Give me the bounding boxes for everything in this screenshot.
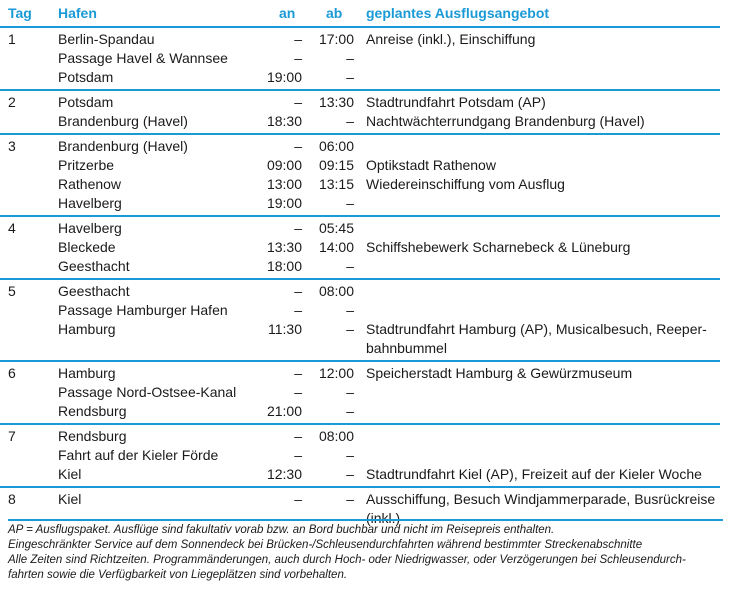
header-an: an — [279, 5, 296, 21]
departure-time: – — [346, 403, 354, 419]
arrival-time: 09:00 — [266, 157, 302, 173]
day-number: 6 — [8, 365, 16, 381]
table-row — [0, 282, 720, 301]
excursion-offer: Wiedereinschiffung vom Ausflug — [366, 176, 565, 192]
header-tag: Tag — [8, 5, 32, 21]
port-name: Passage Hamburger Hafen — [58, 302, 228, 318]
excursion-offer: Nachtwächterrundgang Brandenburg (Havel) — [366, 113, 645, 129]
port-name: Passage Nord-Ostsee-Kanal — [58, 384, 237, 400]
table-row — [0, 427, 720, 446]
departure-time: 12:00 — [318, 365, 354, 381]
port-name: Hamburg — [58, 365, 116, 381]
footnote: AP = Ausflugspaket. Ausflüge sind fakultativ vorab bzw. an Bord buchbar und nicht im Reisepreis enthalten. — [8, 524, 555, 536]
table-body — [0, 26, 720, 530]
day-group — [0, 278, 720, 360]
departure-time: – — [346, 491, 354, 507]
port-name: Bleckede — [58, 239, 116, 255]
departure-time: 13:15 — [318, 176, 354, 192]
arrival-time: – — [294, 428, 302, 444]
table-row — [0, 112, 720, 131]
arrival-time: 19:00 — [266, 195, 302, 211]
arrival-time: – — [294, 302, 302, 318]
excursion-offer: (inkl.) — [366, 510, 401, 526]
port-name: Pritzerbe — [58, 157, 115, 173]
table-row — [0, 320, 720, 339]
departure-time: – — [346, 466, 354, 482]
excursion-offer: Anreise (inkl.), Einschiffung — [366, 31, 536, 47]
arrival-time: – — [294, 50, 302, 66]
port-name: Brandenburg (Havel) — [58, 113, 188, 129]
table-row — [0, 93, 720, 112]
table-row — [0, 137, 720, 156]
departure-time: – — [346, 195, 354, 211]
day-number: 2 — [8, 94, 16, 110]
day-number: 8 — [8, 491, 16, 507]
departure-time: – — [346, 321, 354, 337]
table-row — [0, 219, 720, 238]
port-name: Havelberg — [58, 220, 122, 236]
day-number: 4 — [8, 220, 16, 236]
table-row — [0, 364, 720, 383]
arrival-time: 18:30 — [266, 113, 302, 129]
port-name: Kiel — [58, 491, 82, 507]
arrival-time: – — [294, 365, 302, 381]
day-number: 3 — [8, 138, 16, 154]
port-name: Fahrt auf der Kieler Förde — [58, 447, 219, 463]
departure-time: – — [346, 258, 354, 274]
day-group — [0, 423, 720, 486]
arrival-time: – — [294, 138, 302, 154]
table-row — [0, 49, 720, 68]
port-name: Geesthacht — [58, 283, 130, 299]
table-row — [0, 238, 720, 257]
footnote: Alle Zeiten sind Richtzeiten. Programmänderungen, auch durch Hoch- oder Niedrigwasser, oder Verzögerungen bei Schleusendurch- — [8, 554, 686, 566]
excursion-offer: Schiffshebewerk Scharnebeck & Lüneburg — [366, 239, 631, 255]
port-name: Brandenburg (Havel) — [58, 138, 188, 154]
day-number: 7 — [8, 428, 16, 444]
table-row — [0, 402, 720, 421]
port-name: Havelberg — [58, 195, 122, 211]
table-header — [0, 0, 720, 26]
arrival-time: – — [294, 283, 302, 299]
arrival-time: 11:30 — [268, 321, 302, 337]
port-name: Rendsburg — [58, 403, 127, 419]
table-row — [0, 68, 720, 87]
port-name: Rathenow — [58, 176, 122, 192]
excursion-offer: Stadtrundfahrt Hamburg (AP), Musicalbesuch, Reeper- — [366, 321, 707, 337]
table-row — [0, 446, 720, 465]
table-row — [0, 175, 720, 194]
excursion-offer: Optikstadt Rathenow — [366, 157, 496, 173]
departure-time: – — [346, 302, 354, 318]
departure-time: 17:00 — [318, 31, 354, 47]
arrival-time: 18:00 — [266, 258, 302, 274]
arrival-time: – — [294, 491, 302, 507]
departure-time: 13:30 — [318, 94, 354, 110]
departure-time: 05:45 — [318, 220, 354, 236]
departure-time: 09:15 — [318, 157, 354, 173]
day-group — [0, 360, 720, 423]
departure-time: 08:00 — [318, 283, 354, 299]
excursion-offer: bahnbummel — [366, 340, 447, 356]
day-number: 5 — [8, 283, 16, 299]
table-row — [0, 339, 720, 358]
excursion-offer: Stadtrundfahrt Potsdam (AP) — [366, 94, 546, 110]
port-name: Rendsburg — [58, 428, 127, 444]
port-name: Potsdam — [58, 94, 114, 110]
day-number: 1 — [8, 31, 16, 47]
excursion-offer: Speicherstadt Hamburg & Gewürzmuseum — [366, 365, 633, 381]
footnotes — [8, 519, 723, 583]
arrival-time: – — [294, 94, 302, 110]
arrival-time: 12:30 — [266, 466, 302, 482]
departure-time: – — [346, 384, 354, 400]
departure-time: – — [346, 447, 354, 463]
port-name: Hamburg — [58, 321, 116, 337]
table-row — [0, 383, 720, 402]
day-group — [0, 133, 720, 215]
excursion-offer: Stadtrundfahrt Kiel (AP), Freizeit auf der Kieler Woche — [366, 466, 702, 482]
arrival-time: – — [294, 384, 302, 400]
arrival-time: 13:30 — [266, 239, 302, 255]
port-name: Passage Havel & Wannsee — [58, 50, 228, 66]
day-group — [0, 89, 720, 133]
header-angebot: geplantes Ausflugsangebot — [366, 5, 550, 21]
day-group — [0, 26, 720, 89]
arrival-time: – — [294, 220, 302, 236]
table-row — [0, 257, 720, 276]
footnote: fahrten sowie die Verfügbarkeit von Liegeplätzen sind vorbehalten. — [8, 569, 348, 581]
header-ab: ab — [326, 5, 343, 21]
departure-time: 14:00 — [318, 239, 354, 255]
port-name: Geesthacht — [58, 258, 130, 274]
day-group — [0, 215, 720, 278]
port-name: Berlin-Spandau — [58, 31, 155, 47]
footnote: Eingeschränkter Service auf dem Sonnendeck bei Brücken-/Schleusendurchfahrten während bestimmter Streckenabschnitte — [8, 539, 643, 551]
arrival-time: 13:00 — [266, 176, 302, 192]
header-hafen: Hafen — [58, 5, 97, 21]
port-name: Potsdam — [58, 69, 114, 85]
table-row — [0, 301, 720, 320]
table-row — [0, 194, 720, 213]
departure-time: – — [346, 113, 354, 129]
excursion-offer: Ausschiffung, Besuch Windjammerparade, Busrückreise — [366, 491, 716, 507]
arrival-time: – — [294, 31, 302, 47]
arrival-time: – — [294, 447, 302, 463]
port-name: Kiel — [58, 466, 82, 482]
departure-time: 06:00 — [318, 138, 354, 154]
arrival-time: 21:00 — [266, 403, 302, 419]
departure-time: – — [346, 69, 354, 85]
table-row — [0, 156, 720, 175]
arrival-time: 19:00 — [266, 69, 302, 85]
departure-time: 08:00 — [318, 428, 354, 444]
departure-time: – — [346, 50, 354, 66]
table-row — [0, 490, 720, 509]
table-row — [0, 465, 720, 484]
table-row — [0, 30, 720, 49]
